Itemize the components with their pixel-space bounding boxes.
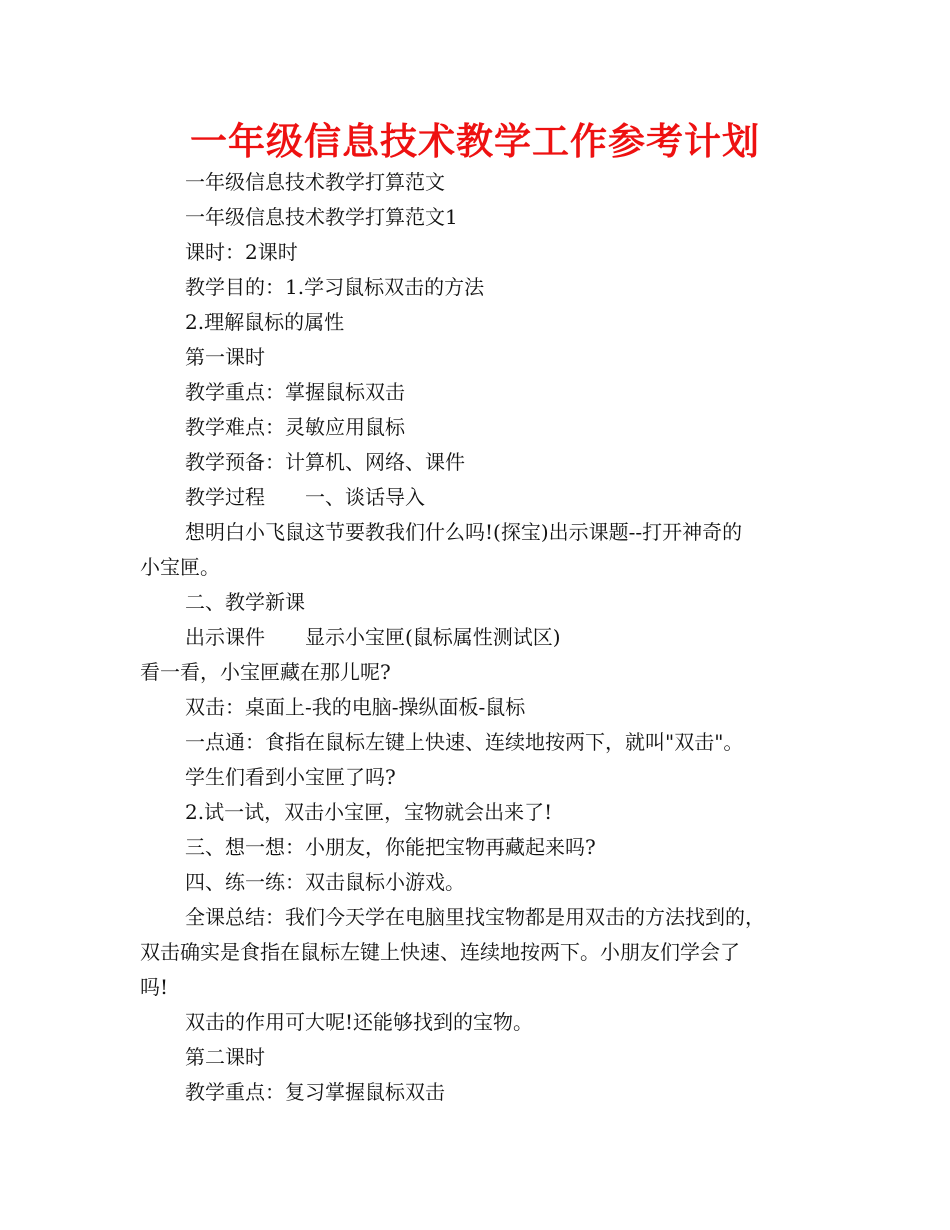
paragraph-line: 教学预备：计算机、网络、课件 (185, 450, 465, 474)
paragraph-line: 一点通：食指在鼠标左键上快速、连续地按两下，就叫"双击"。 (185, 730, 744, 754)
paragraph-line: 学生们看到小宝匣了吗? (185, 765, 396, 789)
paragraph-line: 双击：桌面上-我的电脑-操纵面板-鼠标 (185, 695, 526, 719)
paragraph-line: 吗! (140, 975, 169, 999)
paragraph-line: 第二课时 (185, 1045, 265, 1069)
paragraph-line: 一年级信息技术教学打算范文 (185, 170, 445, 194)
paragraph-line: 教学目的：1.学习鼠标双击的方法 (185, 275, 485, 299)
paragraph-line: 课时：2课时 (185, 240, 298, 264)
paragraph-line: 出示课件 显示小宝匣(鼠标属性测试区) (185, 625, 561, 649)
paragraph-line: 小宝匣。 (140, 555, 220, 579)
paragraph-line: 第一课时 (185, 345, 265, 369)
document-title: 一年级信息技术教学工作参考计划 (190, 120, 760, 163)
paragraph-line: 全课总结：我们今天学在电脑里找宝物都是用双击的方法找到的， (185, 905, 765, 929)
paragraph-line: 2.试一试，双击小宝匣，宝物就会出来了! (185, 800, 553, 824)
paragraph-line: 四、练一练：双击鼠标小游戏。 (185, 870, 465, 894)
paragraph-line: 双击确实是食指在鼠标左键上快速、连续地按两下。小朋友们学会了 (140, 940, 740, 964)
paragraph-line: 看一看，小宝匣藏在那儿呢? (140, 660, 391, 684)
paragraph-line: 二、教学新课 (185, 590, 305, 614)
paragraph-line: 三、想一想：小朋友，你能把宝物再藏起来吗? (185, 835, 596, 859)
paragraph-line: 教学重点：复习掌握鼠标双击 (185, 1080, 445, 1104)
paragraph-line: 想明白小飞鼠这节要教我们什么吗!(探宝)出示课题--打开神奇的 (185, 520, 743, 544)
paragraph-line: 教学重点：掌握鼠标双击 (185, 380, 405, 404)
paragraph-line: 一年级信息技术教学打算范文1 (185, 205, 458, 229)
paragraph-line: 2.理解鼠标的属性 (185, 310, 345, 334)
paragraph-line: 教学难点：灵敏应用鼠标 (185, 415, 405, 439)
paragraph-line: 双击的作用可大呢!还能够找到的宝物。 (185, 1010, 534, 1034)
paragraph-line: 教学过程 一、谈话导入 (185, 485, 425, 509)
